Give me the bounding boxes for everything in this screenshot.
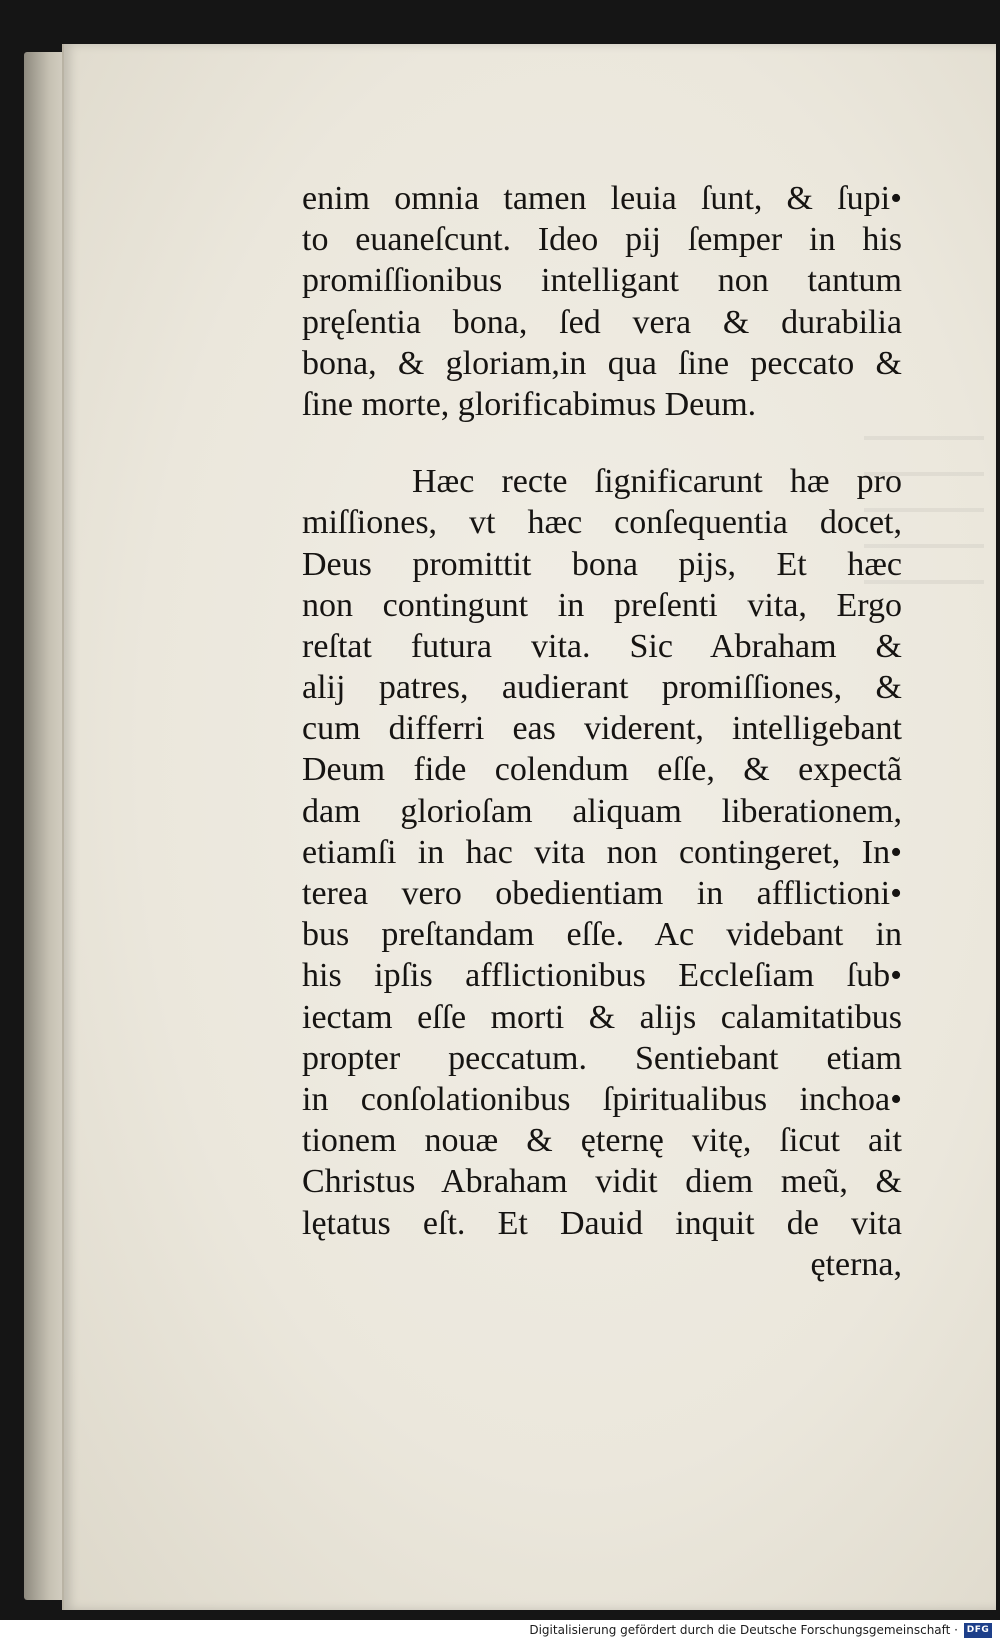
text-line: dam glorioſam aliquam liberationem, — [302, 792, 902, 830]
text-line: non contingunt in preſenti vita, Ergo — [302, 586, 902, 624]
text-line: tionem nouæ & ęternę vitę, ſicut ait — [302, 1122, 902, 1160]
text-line: bona, & gloriam,in qua ſine peccato & — [302, 344, 902, 382]
text-line: Hæc recte ſignificarunt hæ pro — [412, 463, 902, 501]
text-line: Christus Abraham vidit diem meũ, & — [302, 1163, 902, 1201]
text-line: promiſſionibus intelligant non tantum — [302, 262, 902, 300]
text-line: etiamſi in hac vita non contingeret, In• — [302, 833, 902, 871]
text-line: lętatus eſt. Et Dauid inquit de vita — [302, 1204, 902, 1242]
text-line: bus preſtandam eſſe. Ac videbant in — [302, 916, 902, 954]
text-line: Deus promittit bona pijs, Et hæc — [302, 545, 902, 583]
text-line: reſtat futura vita. Sic Abraham & — [302, 627, 902, 665]
text-line: miſſiones, vt hæc conſequentia docet, — [302, 504, 902, 542]
funding-notice: Digitalisierung gefördert durch die Deutsche Forschungsgemeinschaft · — [529, 1623, 958, 1637]
paragraph-gap — [302, 425, 902, 461]
text-block — [302, 178, 902, 1285]
catchword: ęterna, — [810, 1245, 902, 1283]
text-line: iectam eſſe morti & alijs calamitatibus — [302, 998, 902, 1036]
text-line: propter peccatum. Sentiebant etiam — [302, 1039, 902, 1077]
text-line: alij patres, audierant promiſſiones, & — [302, 669, 902, 707]
text-line: ſine morte, glorificabimus Deum. — [302, 385, 757, 423]
text-line: terea vero obedientiam in afflictioni• — [302, 875, 902, 912]
text-line: to euaneſcunt. Ideo pij ſemper in his — [302, 221, 902, 259]
dfg-logo-icon: DFG — [964, 1623, 992, 1638]
footer-bar — [0, 1620, 1000, 1643]
text-line: enim omnia tamen leuia ſunt, & ſupi• — [302, 180, 902, 217]
text-line: his ipſis afflictionibus Eccleſiam ſub• — [302, 957, 902, 995]
text-line: cum differri eas viderent, intelligebant — [302, 710, 902, 748]
text-line: in conſolationibus ſpiritualibus inchoa• — [302, 1080, 902, 1118]
text-line: Deum fide colendum eſſe, & expectã — [302, 751, 902, 789]
text-line: pręſentia bona, ſed vera & durabilia — [302, 303, 902, 341]
